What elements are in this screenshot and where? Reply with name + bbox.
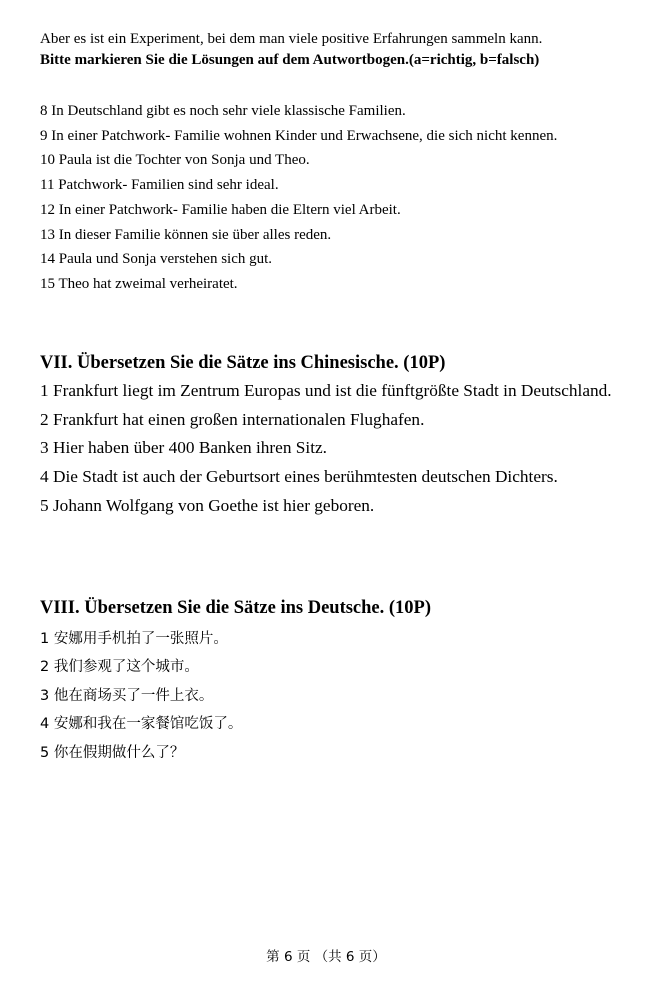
- section-viii-sentence-1: 1 安娜用手机拍了一张照片。: [40, 631, 228, 647]
- statement-8: 8 In Deutschland gibt es noch sehr viele klassische Familien.: [40, 103, 406, 119]
- statement-9: 9 In einer Patchwork- Familie wohnen Kinder und Erwachsene, die sich nicht kennen.: [40, 127, 558, 144]
- section-viii: [40, 594, 626, 767]
- section-viii-sentence-3: 3 他在商场买了一件上衣。: [40, 687, 214, 704]
- statement-11: 11 Patchwork- Familien sind sehr ideal.: [40, 177, 279, 194]
- section-vii-sentence-2: 2 Frankfurt hat einen großen internationalen Flughafen.: [40, 409, 425, 429]
- intro-text: Aber es ist ein Experiment, bei dem man viele positive Erfahrungen sammeln kann.: [40, 31, 543, 47]
- section-vii-title: VII. Übersetzen Sie die Sätze ins Chinesische. (10P): [40, 353, 446, 373]
- intro-block: [40, 29, 620, 71]
- section-viii-sentence-2: 2 我们参观了这个城市。: [40, 659, 199, 676]
- statement-12: 12 In einer Patchwork- Familie haben die Eltern viel Arbeit.: [40, 201, 401, 218]
- section-vii-sentence-1: 1 Frankfurt liegt im Zentrum Europas und ist die fünftgrößte Stadt in Deutschland.: [40, 381, 612, 400]
- statement-10: 10 Paula ist die Tochter von Sonja und Theo.: [40, 152, 310, 169]
- statement-15: 15 Theo hat zweimal verheiratet.: [40, 275, 238, 292]
- statement-13: 13 In dieser Familie können sie über alles reden.: [40, 226, 332, 243]
- section-vii-sentence-5: 5 Johann Wolfgang von Goethe ist hier geboren.: [40, 495, 375, 515]
- section-viii-title: VIII. Übersetzen Sie die Sätze ins Deutsche. (10P): [40, 598, 432, 618]
- section-vii-sentence-3: 3 Hier haben über 400 Banken ihren Sitz.: [40, 438, 327, 458]
- section-viii-sentence-5: 5 你在假期做什么了？: [40, 744, 185, 761]
- section-vii-sentence-4: 4 Die Stadt ist auch der Geburtsort eines berühmtesten deutschen Dichters.: [40, 467, 558, 487]
- statement-14: 14 Paula und Sonja verstehen sich gut.: [40, 251, 273, 268]
- section-viii-sentence-4: 4 安娜和我在一家餐馆吃饭了。: [40, 716, 243, 733]
- section-vii: [40, 349, 626, 521]
- true-false-statements: [40, 99, 630, 297]
- page-number-footer: 第 6 页 （共 6 页）: [266, 949, 386, 965]
- instruction-text: Bitte markieren Sie die Lösungen auf dem Autwortbogen.(a=richtig, b=falsch): [40, 52, 540, 68]
